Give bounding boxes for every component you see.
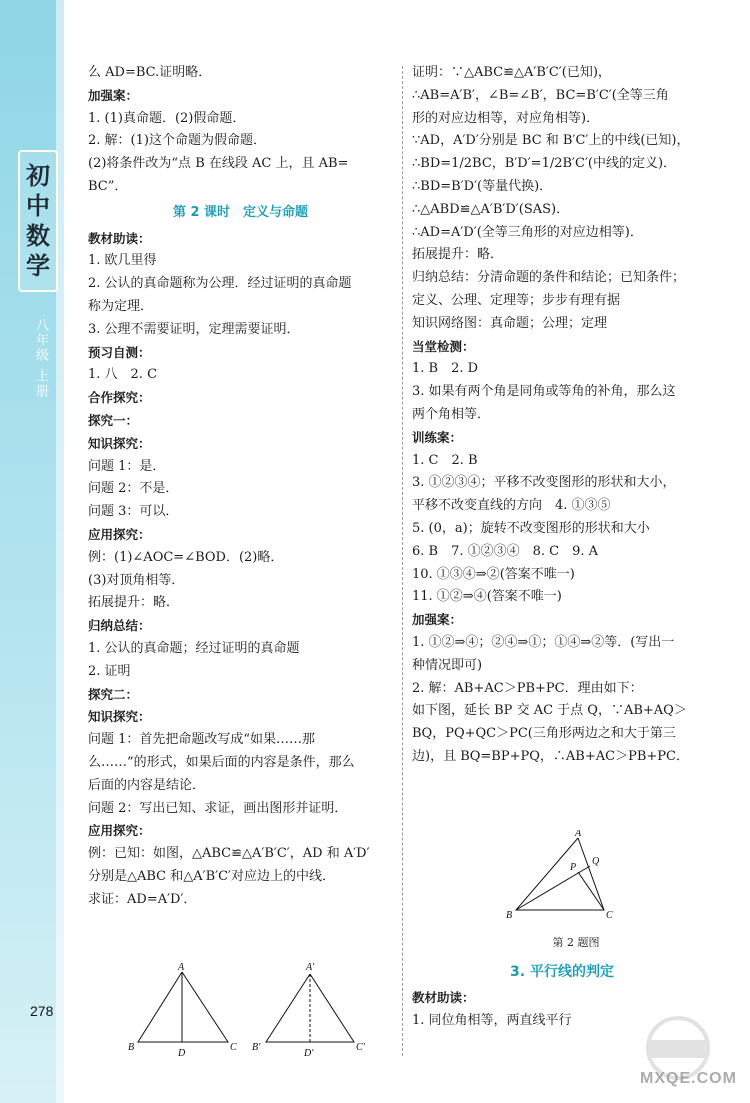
text-line: 1. (1)真命题．(2)假命题． <box>88 110 246 126</box>
text-line: 问题 2：写出已知、求证，画出图形并证明． <box>88 800 348 816</box>
text-line: 例：(1)∠AOC=∠BOD．(2)略． <box>88 549 284 565</box>
label-c-prime: C′ <box>356 1042 365 1053</box>
text-line: 1. 八 2. C <box>88 367 158 383</box>
text-line: 5. (0，a)；旋转不改变图形的形状和大小 <box>412 520 650 536</box>
label-c: C <box>230 1042 237 1053</box>
text-line: 6. B 7. ①②③④ 8. C 9. A <box>412 543 599 559</box>
text-line: 10. ①③④⇒②(答案不唯一) <box>412 566 575 582</box>
label-d-prime: D′ <box>304 1048 314 1059</box>
text-line: 2. 公认的真命题称为公理．经过证明的真命题 <box>88 276 352 292</box>
text-line: 3. ①②③④；平移不改变图形的形状和大小， <box>412 475 676 491</box>
grade-label: 八年级 上册 <box>33 318 48 400</box>
subject-title <box>18 150 58 292</box>
text-line: 应用探究： <box>88 526 151 542</box>
subject-char: 中 <box>26 192 50 220</box>
triangle-abc <box>128 962 237 1059</box>
section-heading: 第 2 课时 定义与命题 <box>172 204 309 220</box>
text-line: 例：已知：如图，△ABC≌△A′B′C′，AD 和 A′D′ <box>88 846 370 862</box>
text-line: 种情况即可) <box>412 657 483 673</box>
text-line: 1. C 2. B <box>412 452 478 468</box>
text-line: 当堂检测： <box>412 338 475 354</box>
subject-char: 数 <box>26 222 50 250</box>
column-divider <box>402 66 403 1056</box>
text-line: 证明：∵△ABC≌△A′B′C′(已知)， <box>412 65 611 80</box>
text-line: (3)对顶角相等． <box>88 572 185 588</box>
text-line: 边)，且 BQ=BP+PQ，∴AB+AC＞PB+PC． <box>412 748 689 764</box>
text-line: 问题 3：可以． <box>88 504 179 520</box>
watermark-text: MXQE.COM <box>640 1070 737 1087</box>
text-line: ∴BD=1/2BC，B′D′=1/2B′C′(中线的定义)． <box>412 156 677 172</box>
text-line: ∴△ABD≌△A′B′D′(SAS)． <box>412 201 570 217</box>
text-line: ∵AD，A′D′分别是 BC 和 B′C′上的中线(已知)， <box>412 133 690 149</box>
section-heading: 3. 平行线的判定 <box>510 964 614 980</box>
text-line: ∴AD=A′D′(全等三角形的对应边相等)． <box>412 224 643 240</box>
text-line: 探究二： <box>88 686 139 702</box>
text-line: 3. 公理不需要证明，定理需要证明． <box>88 321 300 337</box>
text-line: 加强案： <box>88 87 139 103</box>
label-b: B <box>128 1042 135 1053</box>
label-a: A <box>178 962 185 973</box>
text-line: ∴BD=B′D′(等量代换)． <box>412 178 553 194</box>
label-b: B <box>506 910 513 921</box>
text-line: 应用探究： <box>88 823 151 839</box>
text-line: (2)将条件改为“点 B 在线段 AC 上，且 AB= <box>88 156 349 172</box>
triangle-a-prime <box>252 962 366 1059</box>
text-line: 求证：AD=A′D′． <box>88 891 197 907</box>
text-line: 2. 解：(1)这个命题为假命题． <box>88 133 266 149</box>
text-line: 形的对应边相等，对应角相等)． <box>412 110 600 126</box>
text-line: 么……”的形式，如果后面的内容是条件，那么 <box>88 754 355 770</box>
right-column <box>412 62 712 769</box>
text-line: 训练案： <box>412 429 463 445</box>
text-line: 预习自测： <box>88 344 151 360</box>
text-line: 两个角相等． <box>412 406 491 422</box>
text-line: 分别是△ABC 和△A′B′C′对应边上的中线． <box>88 868 336 884</box>
text-line: 合作探究： <box>88 390 151 406</box>
text-line: 平移不改变直线的方向 4. ①③⑤ <box>412 498 611 514</box>
label-b-prime: B′ <box>252 1042 261 1053</box>
text-line: BC”． <box>88 178 128 194</box>
text-line: 教材助读： <box>412 989 475 1005</box>
text-line: 归纳总结：分清命题的条件和结论；已知条件； <box>412 270 686 286</box>
text-line: 1. ①②⇒④；②④⇒①；①④⇒②等．(写出一 <box>412 634 675 650</box>
subject-char: 学 <box>26 252 50 280</box>
text-line: 探究一： <box>88 412 139 428</box>
text-line: 归纳总结： <box>88 618 151 634</box>
text-line: 么 AD=BC.证明略． <box>88 65 212 80</box>
text-line: 2. 证明 <box>88 663 131 679</box>
text-line: 1. 欧几里得 <box>88 253 157 269</box>
text-line: 拓展提升：略． <box>88 595 180 611</box>
label-c: C <box>606 910 613 921</box>
text-line: 知识探究： <box>88 435 151 451</box>
label-a-prime: A′ <box>306 962 315 973</box>
congruent-triangles-figure <box>120 960 380 1060</box>
text-line: 2. 解：AB+AC＞PB+PC．理由如下： <box>412 680 643 696</box>
text-line: BQ，PQ+QC＞PC(三角形两边之和大于第三 <box>412 726 676 742</box>
text-line: 知识探究： <box>88 709 151 725</box>
figure-caption: 第 2 题图 <box>552 936 600 949</box>
text-line: 定义、公理、定理等；步步有理有据 <box>412 292 621 308</box>
text-line: ∴AB=A′B′，∠B=∠B′，BC=B′C′(全等三角 <box>412 87 669 103</box>
text-line: 称为定理． <box>88 298 154 314</box>
text-line: 如下图，延长 BP 交 AC 于点 Q，∵AB+AQ＞ <box>412 703 687 719</box>
text-line: 1. B 2. D <box>412 361 479 377</box>
text-line: 3. 如果有两个角是同角或等角的补角，那么这 <box>412 384 676 400</box>
label-p: P <box>570 862 577 873</box>
subject-char: 初 <box>26 162 50 190</box>
text-line: 1. 公认的真命题；经过证明的真命题 <box>88 640 300 656</box>
triangle-point-p-figure <box>500 830 630 925</box>
text-line: 1. 同位角相等，两直线平行 <box>412 1012 572 1028</box>
left-column <box>88 62 393 911</box>
label-d: D <box>178 1048 186 1059</box>
label-q: Q <box>592 856 600 867</box>
text-line: 问题 1：首先把命题改写成“如果……那 <box>88 732 316 748</box>
text-line: 拓展提升：略． <box>412 247 504 263</box>
text-line: 问题 2：不是． <box>88 481 179 497</box>
text-line: 11. ①②⇒④(答案不唯一) <box>412 589 562 605</box>
text-line: 教材助读： <box>88 230 151 246</box>
text-line: 加强案： <box>412 612 463 628</box>
text-line: 后面的内容是结论． <box>88 777 206 793</box>
text-line: 问题 1：是． <box>88 458 166 474</box>
label-a: A <box>575 830 582 839</box>
text-line: 知识网络图：真命题；公理；定理 <box>412 315 608 331</box>
page-number: 278 <box>30 1003 54 1019</box>
